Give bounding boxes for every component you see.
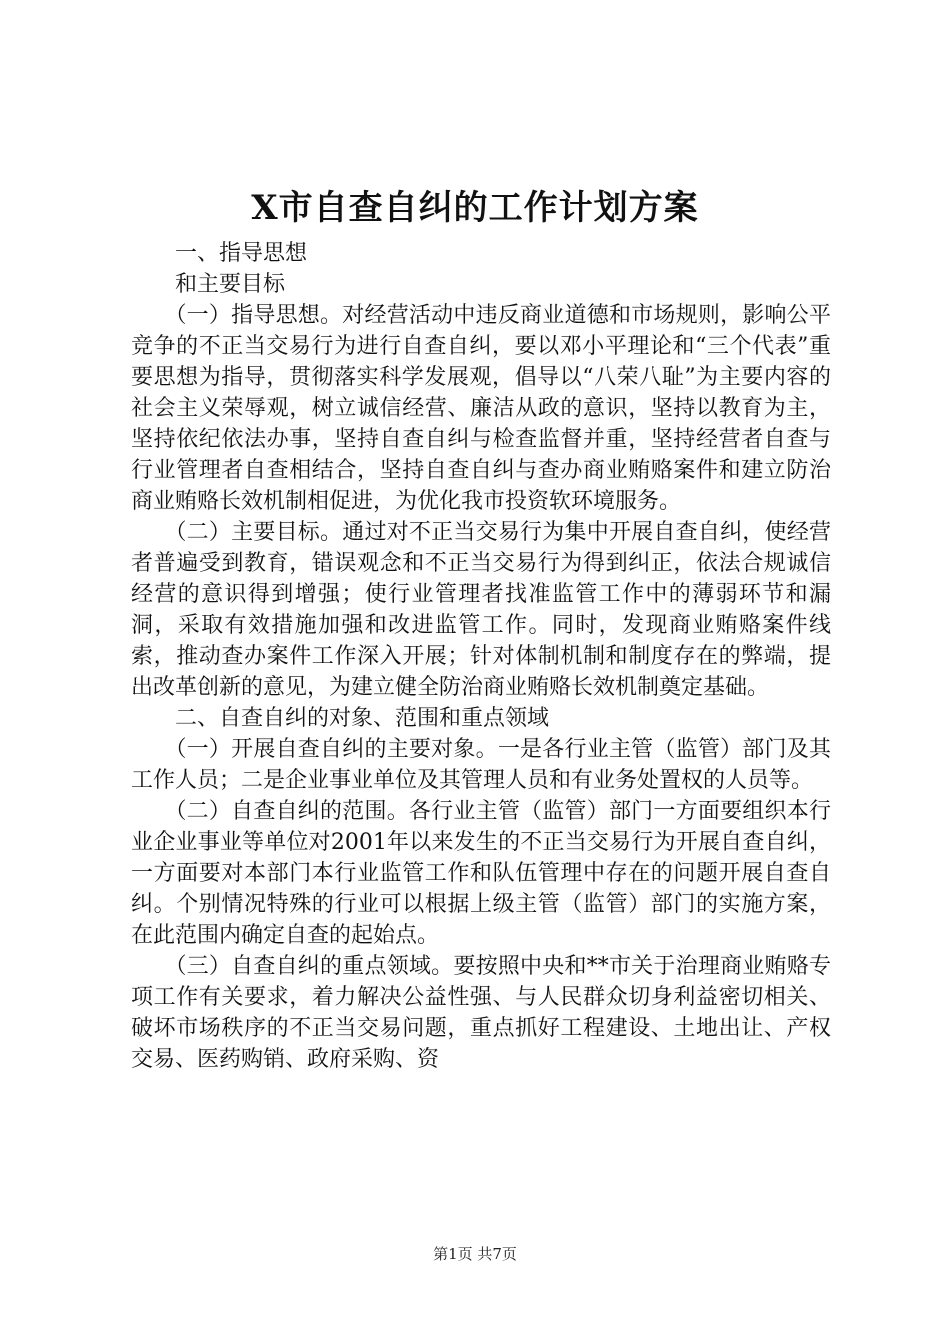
paragraph-guiding-ideology: （一）指导思想。对经营活动中违反商业道德和市场规则，影响公平竞争的不正当交易行为进行自查自纠，要以邓小平理论和“三个代表”重要思想为指导，贯彻落实科学发展观，倡导以“八荣八耻”为主要内容的社会主义荣辱观，树立诚信经营、廉洁从政的意识，坚持以教育为主，坚持依纪依法办事，坚持自查自纠与检查监督并重，坚持经营者自查与行业管理者自查相结合，坚持自查自纠与查办商业贿赂案件和建立防治商业贿赂长效机制相促进，为优化我市投资软环境服务。: [131, 303, 831, 514]
heading-main-goals: 和主要目标: [131, 272, 286, 297]
paragraph-key-areas: （三）自查自纠的重点领域。要按照中央和**市关于治理商业贿赂专项工作有关要求，着力解决公益性强、与人民群众切身利益密切相关、破坏市场秩序的不正当交易问题，重点抓好工程建设、土地出让、产权交易、医药购销、政府采购、资: [131, 954, 831, 1072]
heading-scope: 二、自查自纠的对象、范围和重点领域: [131, 706, 550, 731]
paragraph-main-goals: （二）主要目标。通过对不正当交易行为集中开展自查自纠，使经营者普遍受到教育，错误观念和不正当交易行为得到纠正，依法合规诚信经营的意识得到增强；使行业管理者找准监管工作中的薄弱环节和漏洞，采取有效措施加强和改进监管工作。同时，发现商业贿赂案件线索，推动查办案件工作深入开展；针对体制机制和制度存在的弊端，提出改革创新的意见，为建立健全防治商业贿赂长效机制奠定基础。: [131, 520, 831, 700]
paragraph-main-objects: （一）开展自查自纠的主要对象。一是各行业主管（监管）部门及其工作人员；二是企业事业单位及其管理人员和有业务处置权的人员等。: [131, 737, 831, 793]
page-number-footer: 第1页 共7页: [433, 1245, 517, 1263]
document-body: [131, 238, 831, 1075]
heading-guiding-ideology: 一、指导思想: [131, 241, 308, 266]
paragraph-scope: （二）自查自纠的范围。各行业主管（监管）部门一方面要组织本行业企业事业等单位对2001年以来发生的不正当交易行为开展自查自纠，一方面要对本部门本行业监管工作和队伍管理中存在的问题开展自查自纠。个别情况特殊的行业可以根据上级主管（监管）部门的实施方案，在此范围内确定自查的起始点。: [131, 799, 831, 948]
document-title: X市自查自纠的工作计划方案: [251, 188, 699, 228]
